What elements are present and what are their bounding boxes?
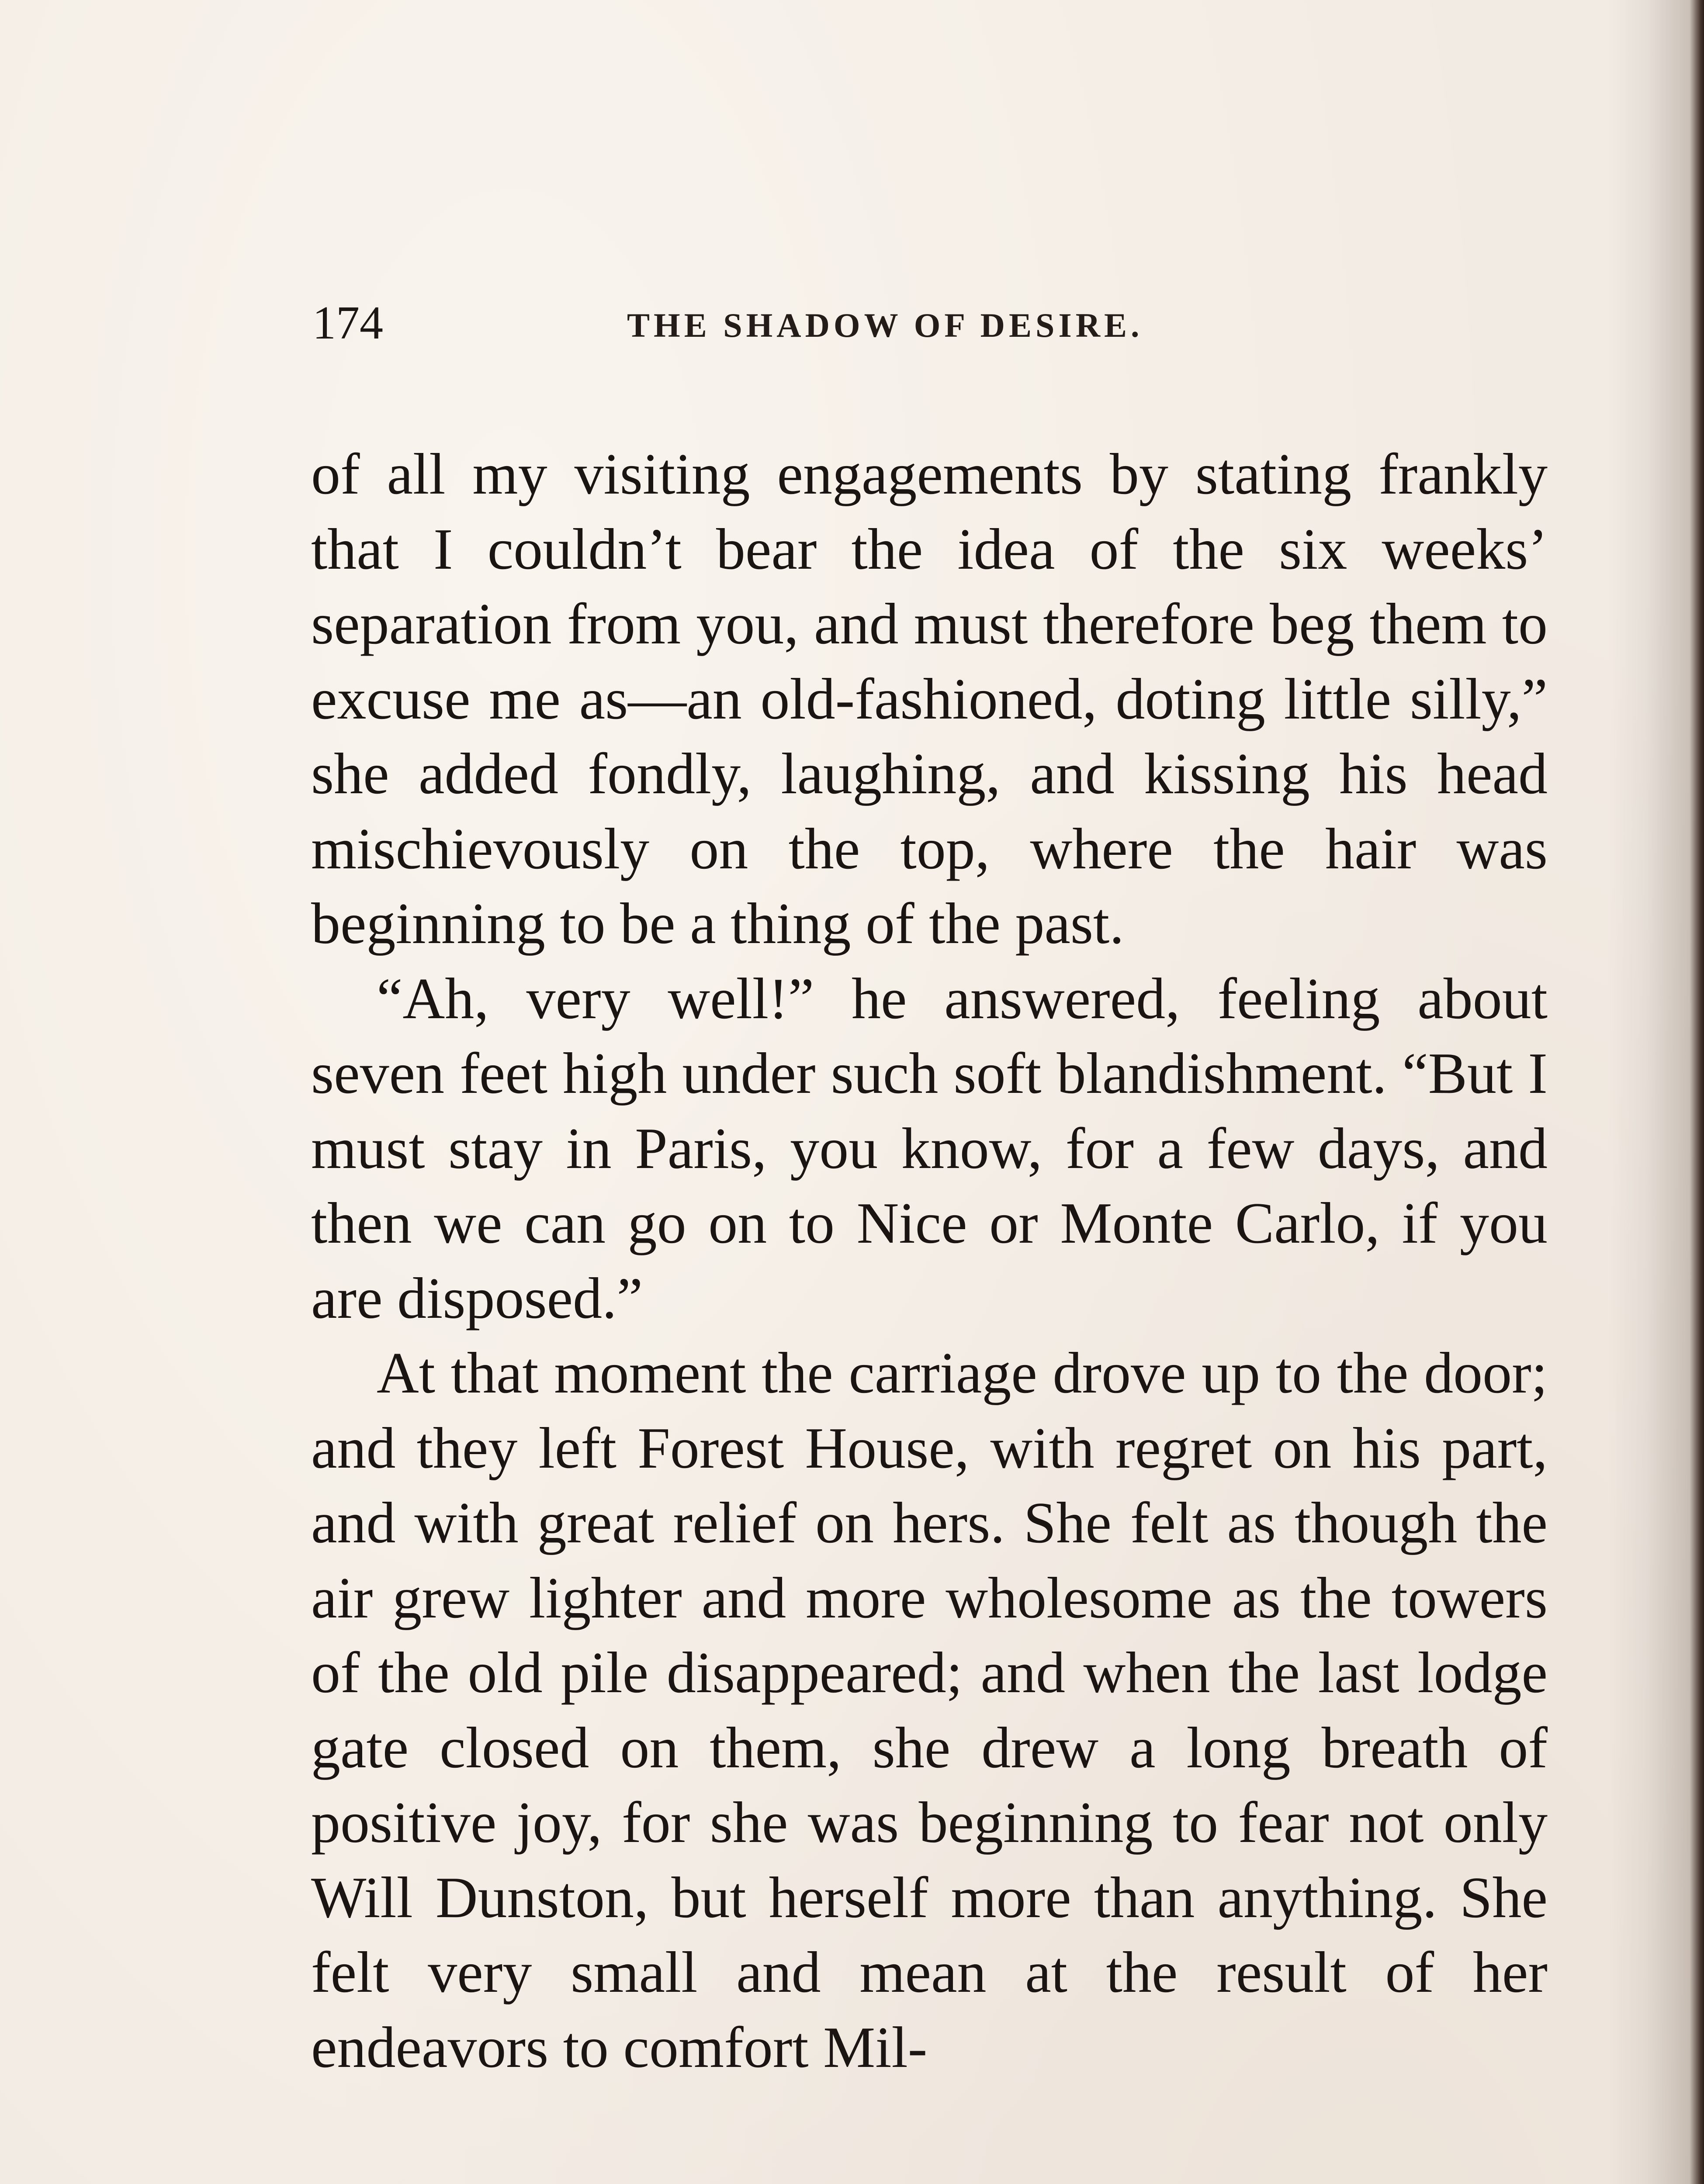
paragraph: “Ah, very well!” he answered, feeling about seven feet high under such soft blandishment. “But I must stay in Paris, you know, for a few days, and then we can go on to Nice or Monte Carlo, if you are disposed.”	[311, 966, 1548, 1330]
running-title: THE SHADOW OF DESIRE.	[627, 306, 1143, 344]
paragraph-continued: of all my visiting engagements by stating frankly that I couldn’t bear the idea of the six weeks’ separation from you, and must therefore beg them to excuse me as—an old-fashioned, doting little silly,” she added fondly, laughing, and kissing his head mischievously on the top, where the hair was beginning to be a thing of the past.	[311, 442, 1548, 956]
body-text	[311, 437, 1548, 2085]
page-edge-shadow	[1608, 0, 1704, 2184]
page-number: 174	[312, 297, 383, 349]
running-head	[312, 297, 1549, 349]
paragraph: At that moment the carriage drove up to the door; and they left Forest House, with regret on his part, and with great relief on hers. She felt as though the air grew lighter and more wholesome as the towers of the old pile disappeared; and when the last lodge gate closed on them, she drew a long breath of positive joy, for she was beginning to fear not only Will Dunston, but herself more than anything. She felt very small and mean at the result of her endeavors to comfort Mil-	[311, 1341, 1548, 2080]
